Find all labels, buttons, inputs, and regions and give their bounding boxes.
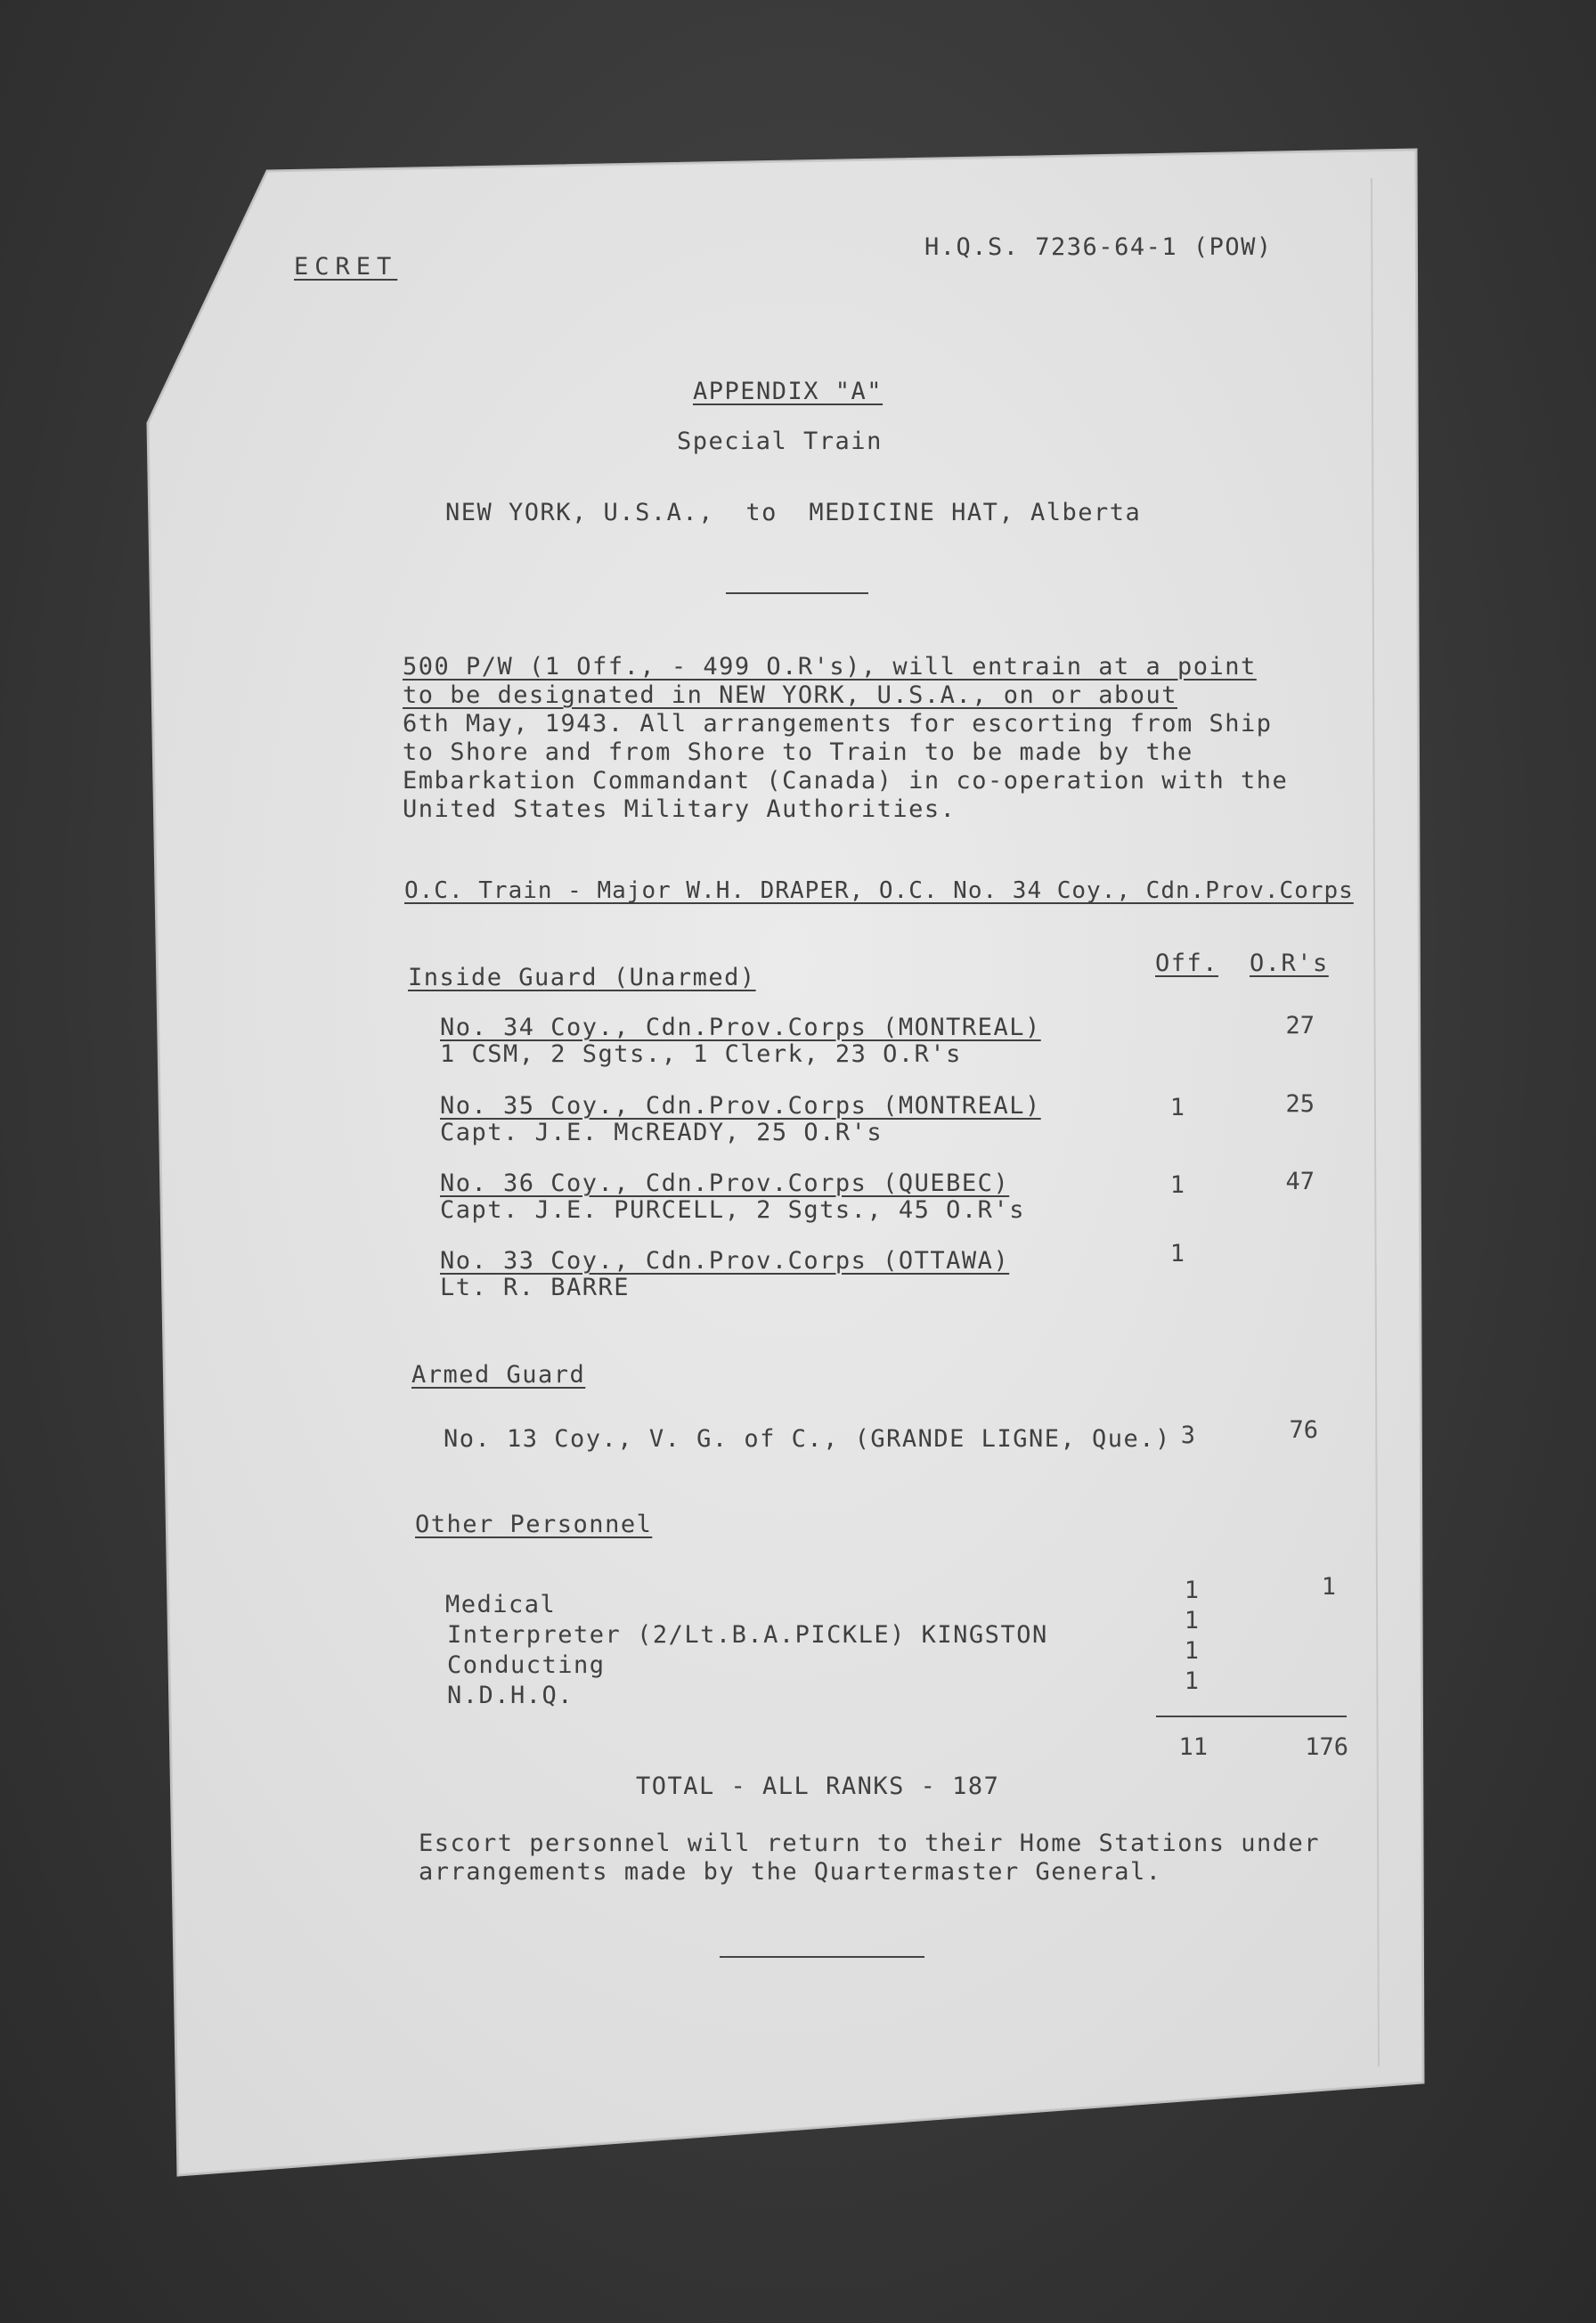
- totals-rule: [1156, 1716, 1347, 1717]
- armed-guard-off: 3: [1180, 1422, 1195, 1449]
- intro-line-4: to Shore and from Shore to Train to be made by the: [403, 738, 1193, 766]
- unit-36-detail: Capt. J.E. PURCELL, 2 Sgts., 45 O.R's: [440, 1196, 1025, 1224]
- unit-33-name: No. 33 Coy., Cdn.Prov.Corps (OTTAWA): [440, 1247, 1010, 1275]
- total-off: 11: [1178, 1733, 1208, 1761]
- unit-33-detail: Lt. R. BARRE: [440, 1274, 631, 1301]
- total-all-ranks: TOTAL - ALL RANKS - 187: [636, 1773, 1000, 1800]
- unit-33-off: 1: [1169, 1240, 1185, 1267]
- file-number: H.Q.S. 7236-64-1 (POW): [924, 233, 1273, 261]
- col-header-off: Off.: [1155, 950, 1219, 977]
- unit-35-ors: 25: [1285, 1090, 1315, 1118]
- unit-34-detail: 1 CSM, 2 Sgts., 1 Clerk, 23 O.R's: [440, 1040, 962, 1068]
- appendix-title: APPENDIX "A": [693, 378, 884, 405]
- closing-line-1: Escort personnel will return to their Home Stations under: [419, 1830, 1321, 1857]
- other-row-interpreter: Interpreter (2/Lt.B.A.PICKLE) KINGSTON: [447, 1621, 1048, 1649]
- other-row-medical-off: 1: [1184, 1577, 1199, 1604]
- intro-line-6: United States Military Authorities.: [403, 795, 957, 823]
- title-divider: [726, 592, 868, 594]
- unit-34-name: No. 34 Coy., Cdn.Prov.Corps (MONTREAL): [440, 1014, 1041, 1041]
- other-row-conducting-off: 1: [1184, 1637, 1199, 1665]
- intro-line-5: Embarkation Commandant (Canada) in co-operation with the: [403, 767, 1289, 795]
- total-ors: 176: [1305, 1733, 1348, 1761]
- intro-line-1: 500 P/W (1 Off., - 499 O.R's), will entrain at a point: [403, 653, 1257, 681]
- unit-35-detail: Capt. J.E. McREADY, 25 O.R's: [440, 1119, 884, 1146]
- other-row-conducting: Conducting: [447, 1651, 606, 1679]
- armed-guard-heading: Armed Guard: [411, 1361, 586, 1389]
- unit-35-name: No. 35 Coy., Cdn.Prov.Corps (MONTREAL): [440, 1092, 1041, 1120]
- unit-34-ors: 27: [1285, 1012, 1315, 1039]
- armed-guard-ors: 76: [1289, 1416, 1318, 1444]
- unit-36-name: No. 36 Coy., Cdn.Prov.Corps (QUEBEC): [440, 1170, 1010, 1197]
- oc-train-line: O.C. Train - Major W.H. DRAPER, O.C. No. 34 Coy., Cdn.Prov.Corps: [404, 877, 1354, 904]
- inside-guard-heading: Inside Guard (Unarmed): [408, 964, 756, 991]
- other-row-interpreter-off: 1: [1184, 1607, 1199, 1634]
- other-personnel-heading: Other Personnel: [415, 1511, 653, 1538]
- closing-divider: [720, 1956, 924, 1958]
- other-row-ndhq-off: 1: [1184, 1667, 1199, 1695]
- route-line: NEW YORK, U.S.A., to MEDICINE HAT, Alberta: [445, 499, 1142, 526]
- unit-36-ors: 47: [1285, 1168, 1315, 1195]
- intro-line-2: to be designated in NEW YORK, U.S.A., on or about: [403, 681, 1178, 709]
- closing-line-2: arrangements made by the Quartermaster General.: [419, 1858, 1162, 1886]
- armed-guard-unit: No. 13 Coy., V. G. of C., (GRANDE LIGNE, Que.): [444, 1425, 1171, 1453]
- col-header-ors: O.R's: [1250, 950, 1329, 977]
- other-row-ndhq: N.D.H.Q.: [447, 1682, 574, 1709]
- classification-mark: ECRET: [294, 253, 398, 281]
- unit-35-off: 1: [1169, 1094, 1185, 1121]
- other-row-medical: Medical: [445, 1591, 557, 1618]
- unit-36-off: 1: [1169, 1171, 1185, 1199]
- intro-line-3: 6th May, 1943. All arrangements for escorting from Ship: [403, 710, 1273, 738]
- other-row-medical-ors: 1: [1321, 1573, 1336, 1601]
- special-train-subtitle: Special Train: [677, 428, 883, 455]
